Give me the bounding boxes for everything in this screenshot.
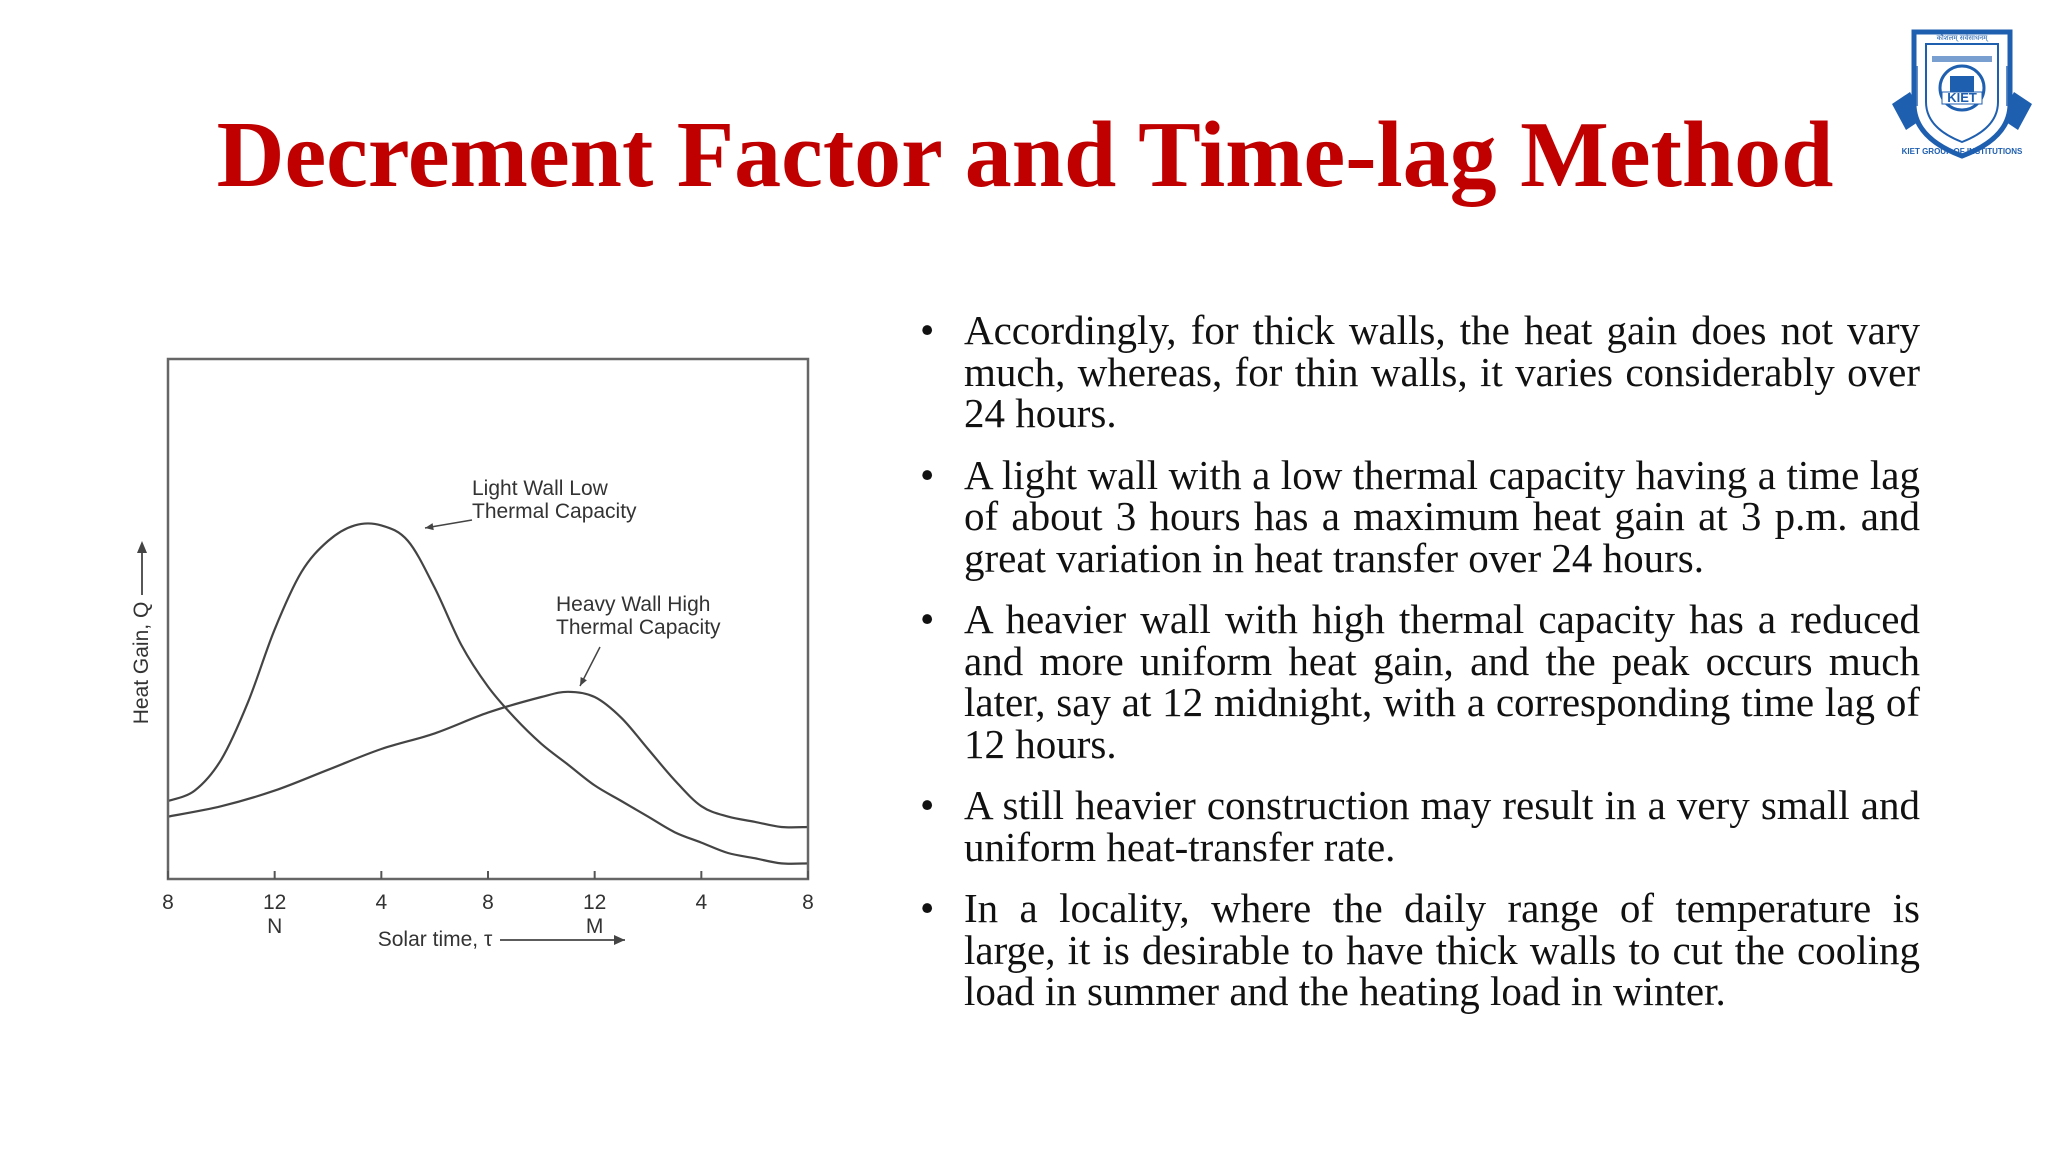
bullet-dot-icon: •: [920, 307, 935, 353]
x-tick-label: 4: [375, 891, 388, 914]
series-annotation-arrowhead: [425, 523, 434, 530]
bullet-item: [920, 451, 1920, 581]
x-tick-sublabel: M: [585, 915, 604, 938]
heavy-wall-curve: [168, 692, 808, 828]
logo-brand-text: KIET: [1947, 90, 1977, 105]
x-tick-label: 8: [482, 891, 494, 914]
logo-motto: कौशलम् सर्वसाधनम्: [1936, 34, 1988, 42]
x-tick-label: 8: [802, 891, 814, 914]
bullet-text: A heavier wall with high thermal capacity has a reduced and more uniform heat gain, and the peak occurs much later, say at 12 midnight, with a corresponding time lag of 12 hours.: [964, 596, 1920, 767]
series-annotation-text: Heavy Wall High: [556, 593, 711, 616]
bullet-item: [920, 307, 1920, 436]
x-tick-label: 4: [695, 891, 708, 914]
bullet-dot-icon: •: [920, 782, 935, 828]
series-annotation-text: Light Wall Low: [472, 477, 608, 500]
x-tick-label: 12: [582, 891, 607, 914]
x-tick-sublabel: N: [267, 915, 283, 938]
bullet-text: A still heavier construction may result in a very small and uniform heat-transfer rate.: [964, 782, 1920, 870]
x-axis-arrowhead: [614, 935, 625, 945]
bullet-text: A light wall with a low thermal capacity having a time lag of about 3 hours has a maximum heat gain at 3 p.m. and great variation in heat transfer over 24 hours.: [964, 451, 1920, 581]
y-axis-label: Heat Gain, Q: [130, 601, 153, 725]
slide-title: Decrement Factor and Time-lag Method: [216, 103, 1834, 207]
kiet-logo: [1888, 26, 2036, 166]
x-axis-label: Solar time, τ: [377, 928, 493, 951]
logo-ring-text: KIET GROUP OF INSTITUTIONS: [1901, 147, 2023, 156]
bullet-dot-icon: •: [920, 596, 935, 642]
bullet-list: [920, 307, 1920, 1033]
bullet-item: [920, 885, 1920, 1014]
bullet-text: Accordingly, for thick walls, the heat gain does not vary much, whereas, for thin walls, it varies considerably over 24 hours.: [964, 307, 1920, 436]
series-annotation-text: Thermal Capacity: [556, 616, 721, 639]
bullet-item: [920, 782, 1920, 870]
bullet-dot-icon: •: [920, 451, 935, 498]
y-axis-arrowhead: [137, 541, 147, 553]
bullet-text: In a locality, where the daily range of temperature is large, it is desirable to have thick walls to cut the cooling load in summer and the heating load in winter.: [964, 885, 1920, 1014]
heat-gain-chart: [120, 345, 840, 965]
chart-curves: [168, 523, 808, 863]
bullet-dot-icon: •: [920, 885, 935, 931]
x-tick-label: 12: [262, 891, 287, 914]
series-annotation-text: Thermal Capacity: [472, 500, 637, 523]
x-tick-label: 8: [162, 891, 174, 914]
bullet-item: [920, 596, 1920, 767]
